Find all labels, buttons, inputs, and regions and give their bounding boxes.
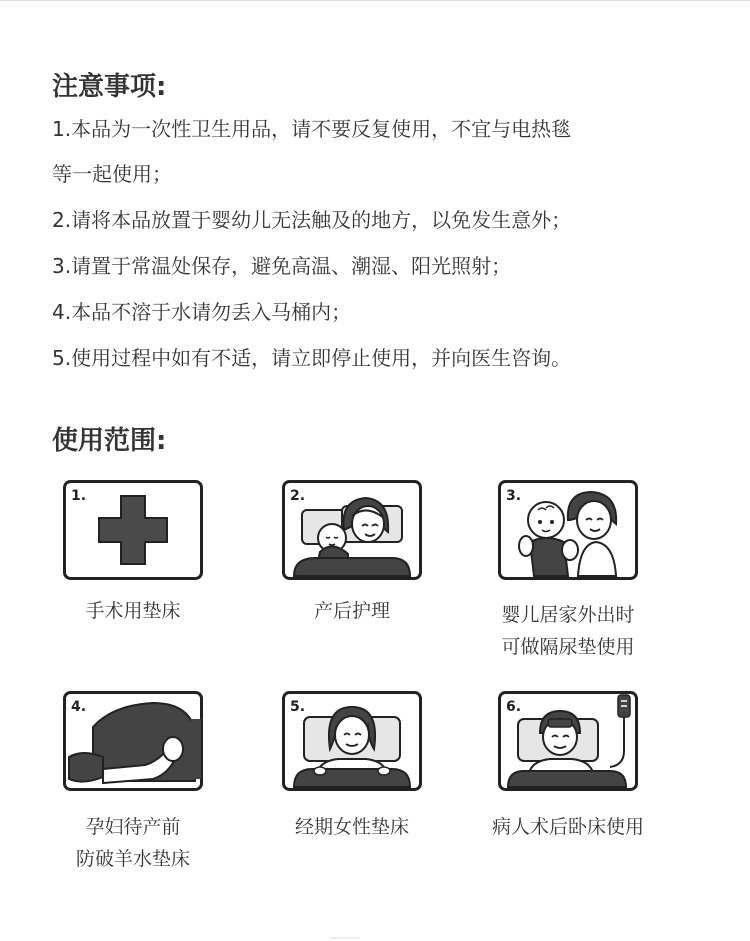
note-line-1: 1.本品为一次性卫生用品，请不要反复使用，不宜与电热毯 xyxy=(52,117,572,141)
bottom-divider xyxy=(330,937,360,939)
svg-text:4.: 4. xyxy=(71,699,87,715)
note-line-3: 2.请将本品放置于婴幼儿无法触及的地方，以免发生意外； xyxy=(52,208,572,232)
scope-card-postpartum xyxy=(282,480,422,580)
scope-caption-1: 手术用垫床 xyxy=(85,600,181,622)
woman-in-bed-icon xyxy=(294,707,410,787)
scope-card-post-surgery xyxy=(498,691,638,791)
svg-text:2.: 2. xyxy=(290,488,306,504)
scope-caption-6: 病人术后卧床使用 xyxy=(491,816,644,838)
note-line-5: 4.本品不溶于水请勿丢入马桶内； xyxy=(52,300,352,324)
scope-caption-3: 婴儿居家外出时 可做隔尿垫使用 xyxy=(501,604,635,658)
mother-baby-bed-icon xyxy=(294,498,410,576)
scope-card-menstruation xyxy=(282,691,422,791)
note-line-2: 等一起使用； xyxy=(52,162,172,186)
scope-caption-5: 经期女性垫床 xyxy=(294,816,409,838)
scope-caption-2: 产后护理 xyxy=(313,600,390,622)
scope-card-baby-outing xyxy=(498,480,638,580)
svg-text:5.: 5. xyxy=(290,699,306,715)
notes-title: 注意事项: xyxy=(52,72,167,102)
note-line-4: 3.请置于常温处保存，避免高温、潮湿、阳光照射； xyxy=(52,254,512,278)
scope-card-pregnancy xyxy=(63,691,203,791)
scope-card-surgery xyxy=(63,480,203,580)
svg-text:3.: 3. xyxy=(506,488,522,504)
scope-caption-4: 孕妇待产前 防破羊水垫床 xyxy=(75,816,190,870)
scope-title: 使用范围: xyxy=(52,426,167,456)
note-line-6: 5.使用过程中如有不适，请立即停止使用，并向医生咨询。 xyxy=(52,346,572,370)
top-divider xyxy=(0,0,750,1)
card-number: 1. xyxy=(71,488,87,504)
svg-text:6.: 6. xyxy=(506,699,522,715)
